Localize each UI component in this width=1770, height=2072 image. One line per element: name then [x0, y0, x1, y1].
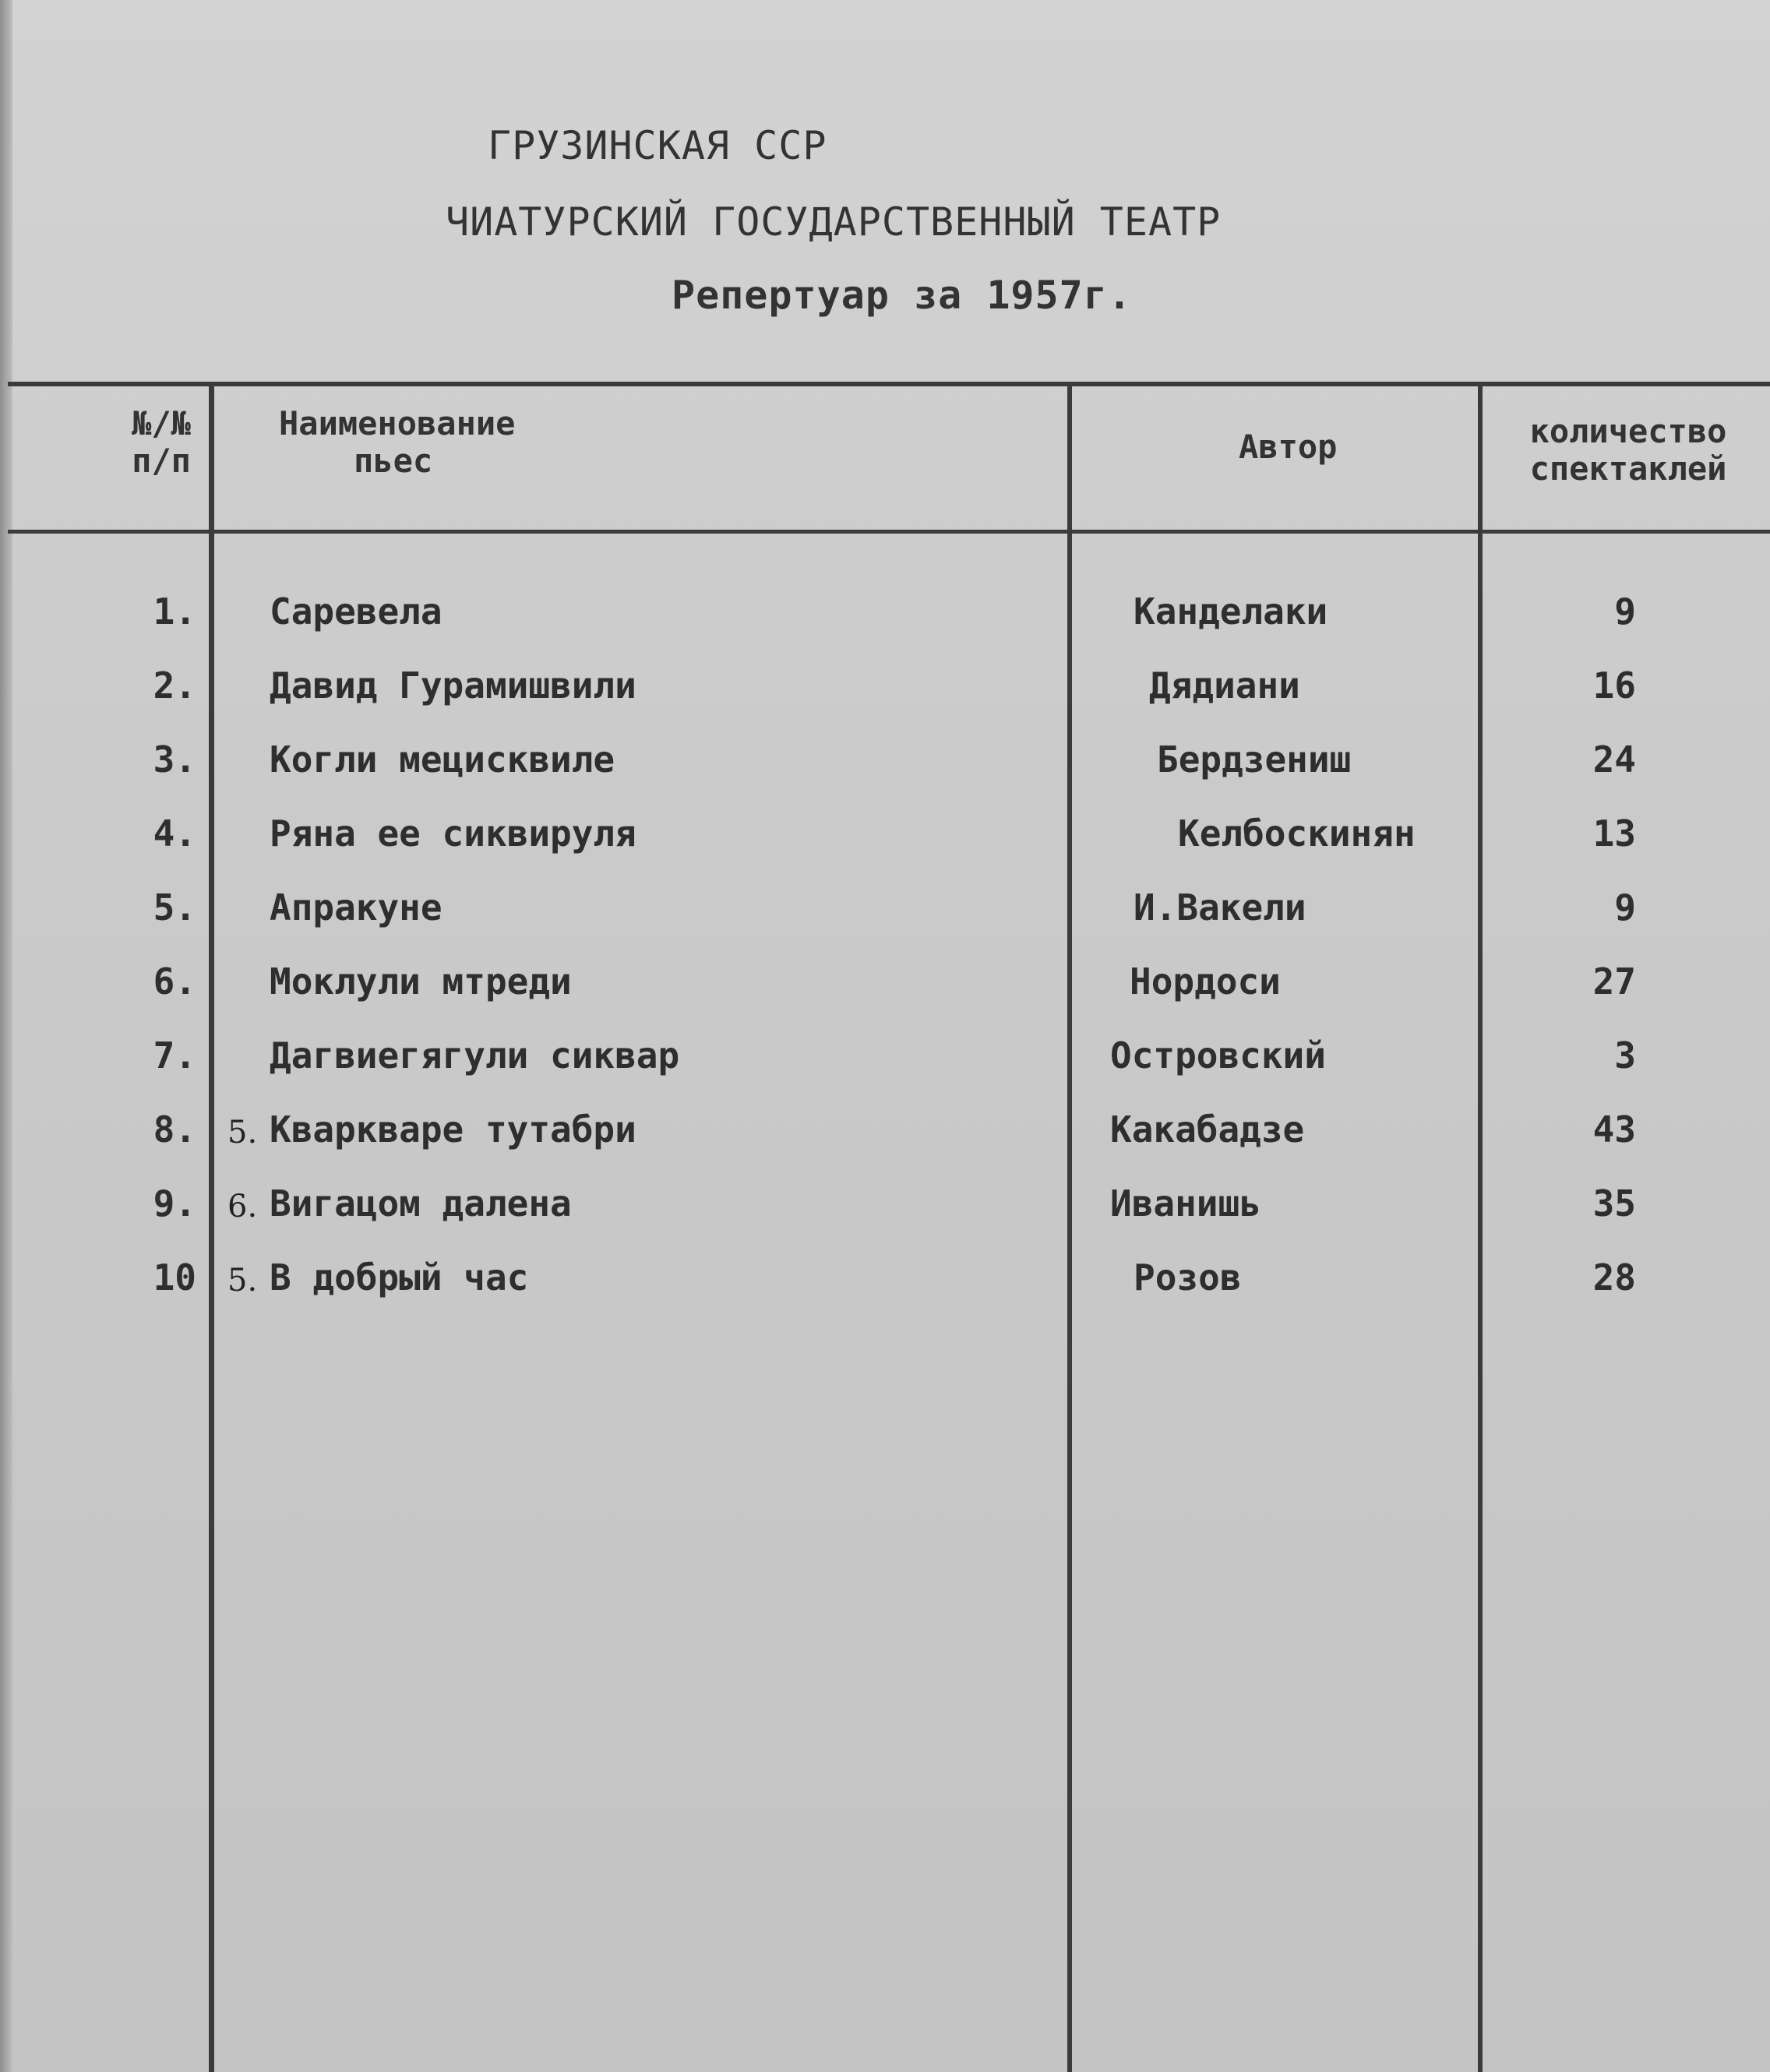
- column-divider-1: [209, 382, 214, 2072]
- row-title: Вигацом далена: [270, 1182, 572, 1225]
- row-author: Дядиани: [1149, 664, 1300, 707]
- row-author: Канделаки: [1134, 590, 1328, 633]
- row-count: 43: [1592, 1108, 1636, 1151]
- header-number: [118, 405, 204, 480]
- row-count: 35: [1592, 1182, 1636, 1225]
- row-author: Бердзениш: [1157, 738, 1352, 781]
- header-title-line1: Наименование: [279, 404, 516, 442]
- row-count: 13: [1592, 812, 1636, 855]
- row-title: Саревела: [270, 590, 442, 633]
- row-number: 3.: [153, 738, 196, 781]
- row-title: Давид Гурамишвили: [270, 664, 636, 707]
- column-divider-3: [1478, 382, 1483, 2072]
- page-edge-shadow: [0, 0, 12, 2072]
- handwritten-mark: 6.: [227, 1189, 258, 1225]
- row-count: 28: [1592, 1256, 1636, 1299]
- row-author: Розов: [1134, 1256, 1242, 1299]
- row-author: И.Вакели: [1134, 886, 1306, 929]
- header-number-line1: №/№: [132, 404, 191, 442]
- repertoire-heading: Репертуар за 1957г.: [672, 273, 1132, 318]
- handwritten-mark: 5.: [227, 1263, 258, 1299]
- row-number: 8.: [153, 1108, 196, 1151]
- row-author: Иванишь: [1110, 1182, 1261, 1225]
- row-title: Когли мецисквиле: [270, 738, 615, 781]
- row-title: Моклули мтреди: [270, 960, 572, 1003]
- row-number: 4.: [153, 812, 196, 855]
- row-count: 27: [1592, 960, 1636, 1003]
- republic-heading: ГРУЗИНСКАЯ ССР: [488, 123, 827, 168]
- row-count: 3: [1614, 1034, 1636, 1077]
- row-title: Кваркваре тутабри: [270, 1108, 636, 1151]
- row-title: В добрый час: [270, 1256, 529, 1299]
- row-number: 7.: [153, 1034, 196, 1077]
- row-number: 1.: [153, 590, 196, 633]
- row-title: Апракуне: [270, 886, 442, 929]
- row-title: Дагвиегягули сиквар: [270, 1034, 680, 1077]
- row-author: Нордоси: [1130, 960, 1281, 1003]
- row-author: Какабадзе: [1110, 1108, 1305, 1151]
- row-number: 2.: [153, 664, 196, 707]
- column-divider-2: [1067, 382, 1072, 2072]
- row-author: Островский: [1110, 1034, 1326, 1077]
- header-count-line2: спектаклей: [1529, 449, 1727, 488]
- header-count-line1: количество: [1529, 412, 1727, 450]
- header-number-line2: п/п: [132, 442, 191, 480]
- row-count: 9: [1614, 590, 1636, 633]
- table-top-rule: [8, 382, 1770, 386]
- row-number: 10: [153, 1256, 196, 1299]
- header-title-line2: пьес: [354, 442, 433, 480]
- row-count: 24: [1592, 738, 1636, 781]
- header-author: Автор: [1239, 428, 1338, 466]
- theatre-heading: ЧИАТУРСКИЙ ГОСУДАРСТВЕННЫЙ ТЕАТР: [446, 199, 1222, 245]
- row-number: 9.: [153, 1182, 196, 1225]
- row-author: Келбоскинян: [1178, 812, 1416, 855]
- header-count: [1511, 413, 1745, 488]
- row-number: 6.: [153, 960, 196, 1003]
- row-count: 9: [1614, 886, 1636, 929]
- header-title: [279, 405, 515, 480]
- table-header-rule: [8, 530, 1770, 534]
- row-title: Ряна ее сиквируля: [270, 812, 636, 855]
- handwritten-mark: 5.: [227, 1115, 258, 1151]
- row-count: 16: [1592, 664, 1636, 707]
- row-number: 5.: [153, 886, 196, 929]
